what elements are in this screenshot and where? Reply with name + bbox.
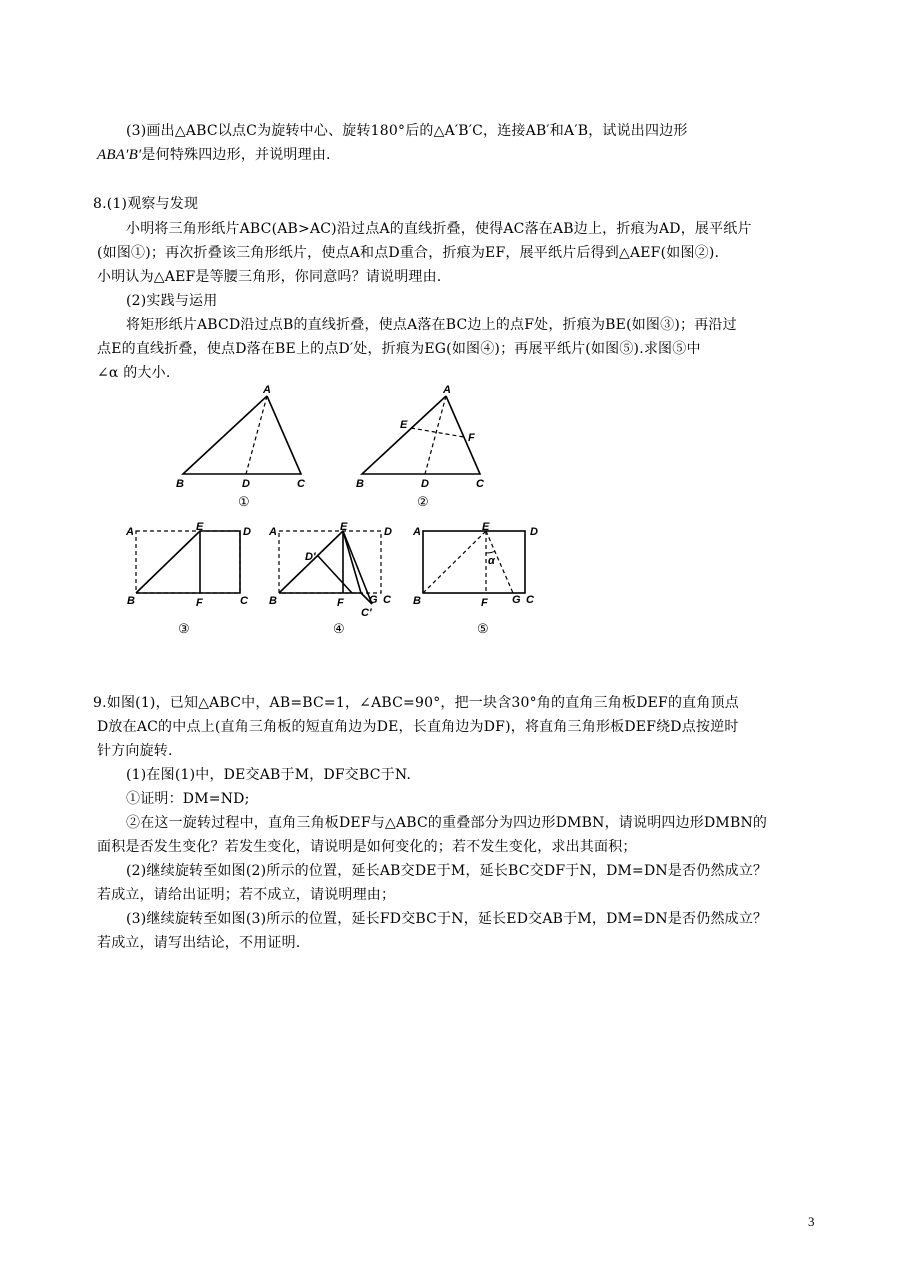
angle-arc-fig5: [486, 551, 495, 553]
label-f-fig3: F: [196, 597, 203, 609]
q8-paragraph-5: 点E的直线折叠，使点D落在BE上的点D′处，折痕为EG(如图④)；再展平纸片(如图⑤).求图⑤中: [97, 341, 701, 357]
label-c-fig5: C: [526, 594, 534, 606]
caption-figure-4: ④: [333, 621, 345, 636]
label-b-fig4: B: [269, 595, 277, 607]
q9-line-3: 针方向旋转.: [97, 743, 173, 759]
rectangle-abcd-fig5: [423, 531, 525, 593]
q8-paragraph-4: 将矩形纸片ABCD沿过点B的直线折叠，使点A落在BC边上的点F处，折痕为BE(如图③)；再沿过: [126, 317, 737, 333]
label-b-fig3: B: [127, 595, 135, 607]
q9-line-7: 面积是否发生变化？若发生变化，请说明是如何变化的；若不发生变化，求出其面积；: [97, 839, 637, 855]
label-d-fig4: D: [384, 526, 392, 538]
q7-line2-text: 是何特殊四边形，并说明理由.: [141, 147, 331, 163]
q9-line-10: (3)继续旋转至如图(3)所示的位置，延长FD交BC于N，延长ED交AB于M，DM=DN是否仍然成立？: [126, 911, 768, 927]
q9-line-2: D放在AC的中点上(直角三角板的短直角边为DE，长直角边为DF)，将直角三角形板DEF绕D点按逆时: [97, 719, 739, 735]
label-a-fig4: A: [269, 526, 277, 538]
label-b-fig5: B: [413, 595, 421, 607]
fold-line-ad-fig2: [425, 396, 446, 474]
label-b-fig1: B: [176, 478, 184, 490]
figure-5: [423, 531, 525, 593]
label-e-fig3: E: [196, 521, 204, 533]
figure-3: [136, 531, 240, 593]
label-d-fig1: D: [242, 478, 250, 490]
label-a-fig5: A: [413, 526, 421, 538]
label-e-fig4: E: [340, 521, 348, 533]
original-rectangle-fig4: [279, 531, 381, 593]
q9-line-5: ①证明：DM=ND;: [126, 791, 250, 807]
label-g-fig4: G: [369, 594, 378, 606]
label-e-fig5: E: [482, 521, 490, 533]
label-a-fig3: A: [126, 526, 134, 538]
fold-line-eg-fig4: [343, 531, 361, 593]
q7-formula: ABA′B′: [97, 147, 142, 163]
label-f-fig2: F: [468, 432, 475, 444]
q9-line-11: 若成立，请写出结论，不用证明.: [97, 935, 301, 951]
label-a-fig2: A: [443, 384, 451, 396]
caption-figure-1: ①: [238, 494, 250, 509]
label-b-fig2: B: [356, 478, 364, 490]
q9-line-6: ②在这一旋转过程中，直角三角板DEF与△ABC的重叠部分为四边形DMBN，请说明四边形DMBN的: [126, 815, 768, 831]
fold-line-ef-fig2: [411, 428, 464, 437]
q9-line-8: (2)继续旋转至如图(2)所示的位置，延长AB交DE于M，延长BC交DF于N，DM=DN是否仍然成立？: [126, 863, 768, 879]
caption-figure-5: ⑤: [477, 621, 489, 636]
rectangle-ecdf-fig3: [200, 531, 240, 593]
caption-figure-2: ②: [417, 494, 429, 509]
label-d-fig3: D: [243, 526, 251, 538]
label-c-prime-fig4: C′: [361, 607, 372, 619]
q8-subheading-2: (2)实践与运用: [126, 293, 218, 309]
q8-paragraph-6: ∠α 的大小.: [97, 365, 171, 381]
caption-figure-3: ③: [178, 621, 190, 636]
figure-2: [362, 396, 480, 474]
label-e-fig2: E: [400, 419, 408, 431]
q9-line-4: (1)在图(1)中，DE交AB于M，DF交BC于N.: [126, 767, 412, 783]
q9-line-1: 9.如图(1)，已知△ABC中，AB=BC=1，∠ABC=90°，把一块含30°角的直角三角板DEF的直角顶点: [93, 695, 739, 711]
q9-line-9: 若成立，请给出证明；若不成立，请说明理由；: [97, 887, 396, 903]
label-alpha-fig5: α: [488, 555, 495, 567]
label-f-fig4: F: [337, 597, 344, 609]
fold-line-be-fig3: [136, 531, 200, 593]
crease-be-fig5: [423, 531, 486, 593]
triangle-abc-fig1: [183, 396, 301, 474]
triangle-abc-fig2: [362, 396, 480, 474]
segment-d-prime-fig4: [318, 556, 352, 593]
label-g-fig5: G: [512, 594, 521, 606]
q8-paragraph-2: (如图①)；再次折叠该三角形纸片，使点A和点D重合，折痕为EF，展平纸片后得到△AEF(如图②).: [97, 245, 720, 261]
label-c-fig2: C: [476, 478, 484, 490]
q7-line1: (3)画出△ABC以点C为旋转中心、旋转180°后的△A′B′C，连接AB′和A′B，试说出四边形: [126, 123, 688, 139]
original-rectangle-fig3: [136, 531, 240, 593]
figure-4: [279, 531, 381, 604]
page-number: 3: [808, 1214, 815, 1229]
label-d-fig2: D: [421, 478, 429, 490]
q8-paragraph-1: 小明将三角形纸片ABC(AB>AC)沿过点A的直线折叠，使得AC落在AB边上，折痕为AD，展平纸片: [126, 221, 752, 237]
q8-title: 8.(1)观察与发现: [93, 196, 199, 212]
label-c-fig3: C: [240, 595, 248, 607]
figure-1: [183, 396, 301, 474]
label-a-fig1: A: [263, 384, 271, 396]
label-c-fig1: C: [297, 478, 305, 490]
fold-line-ad-fig1: [246, 396, 267, 474]
label-d-prime-fig4: D′: [305, 551, 316, 563]
q8-paragraph-3: 小明认为△AEF是等腰三角形，你同意吗？请说明理由.: [97, 269, 442, 285]
label-c-fig4: C: [383, 594, 391, 606]
label-d-fig5: D: [530, 526, 538, 538]
label-f-fig5: F: [481, 597, 488, 609]
